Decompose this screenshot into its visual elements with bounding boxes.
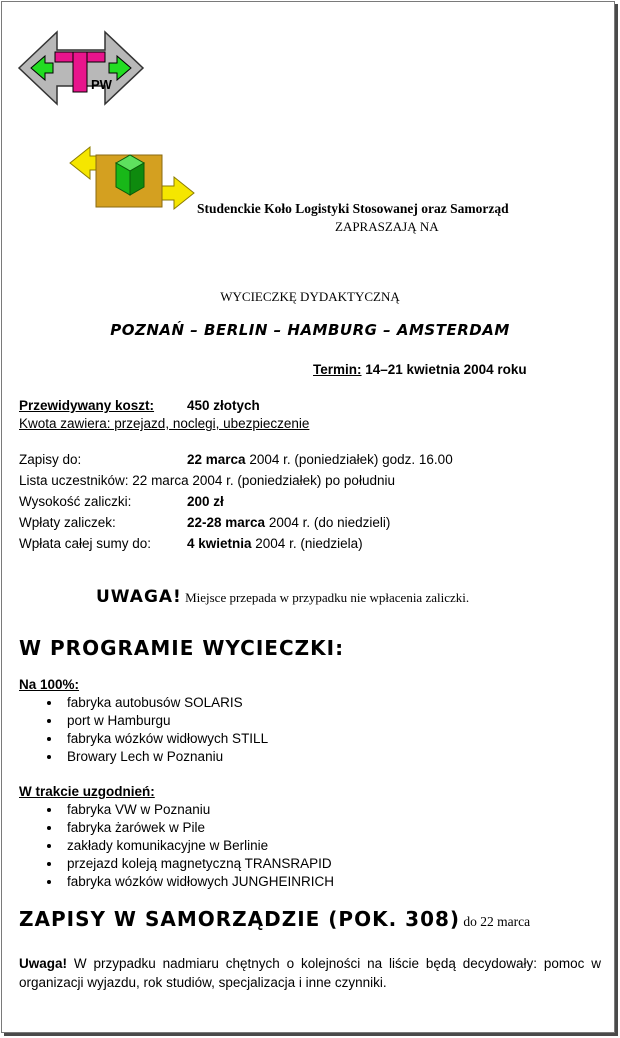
detail-bold: 22 marca — [187, 452, 246, 467]
term-value: 14–21 kwietnia 2004 roku — [361, 362, 527, 377]
list-item: port w Hamburgu — [19, 712, 268, 730]
list-item: fabryka wózków widłowych STILL — [19, 730, 268, 748]
green-cube-icon — [116, 155, 144, 195]
detail-rest: 2004 r. (do niedzieli) — [265, 515, 391, 530]
confirmed-list — [19, 694, 268, 766]
list-item: przejazd koleją magnetyczną TRANSRAPID — [19, 855, 334, 873]
notice-title: UWAGA! — [96, 587, 182, 607]
term-line — [313, 362, 527, 377]
list-item: fabryka żarówek w Pile — [19, 819, 334, 837]
signup-tail: do 22 marca — [460, 914, 531, 929]
detail-row-deposit-amount — [19, 494, 224, 509]
footer-warn-text: W przypadku nadmiaru chętnych o kolejności na liście będą decydowały: pomoc w organizacji wyjazdu, rok studiów, specjalizacja i inne czynniki. — [19, 956, 601, 990]
notice — [96, 587, 469, 607]
cost-value: 450 złotych — [187, 398, 260, 413]
cost-label: Przewidywany koszt: — [19, 398, 155, 413]
confirmed-label: Na 100%: — [19, 677, 80, 692]
tpw-logo — [17, 28, 145, 114]
list-item: zakłady komunikacyjne w Berlinie — [19, 837, 334, 855]
detail-rest: 2004 r. (poniedziałek) godz. 16.00 — [245, 452, 453, 467]
list-item: fabryka wózków widłowych JUNGHEINRICH — [19, 873, 334, 891]
detail-label: Zapisy do: — [19, 452, 82, 467]
detail-bold: 22-28 marca — [187, 515, 266, 530]
program-heading: W PROGRAMIE WYCIECZKI: — [19, 636, 345, 660]
detail-label: Lista uczestników: 22 marca 2004 r. (poniedziałek) po południu — [19, 473, 395, 488]
list-item: fabryka VW w Poznaniu — [19, 801, 334, 819]
detail-row-full-payment — [19, 536, 363, 551]
detail-label: Wysokość zaliczki: — [19, 494, 132, 509]
term-label: Termin: — [313, 362, 362, 377]
route-title: POZNAŃ – BERLIN – HAMBURG – AMSTERDAM — [110, 321, 510, 339]
detail-bold: 200 zł — [187, 494, 224, 509]
cost-includes: Kwota zawiera: przejazd, noclegi, ubezpieczenie — [19, 416, 310, 431]
invite-line: ZAPRASZAJĄ NA — [335, 219, 439, 234]
cost-row — [19, 398, 260, 413]
detail-label: Wpłata całej sumy do: — [19, 536, 152, 551]
event-type: WYCIECZKĘ DYDAKTYCZNĄ — [220, 289, 400, 304]
organizers-line: Studenckie Koło Logistyki Stosowanej oraz Samorząd — [197, 201, 509, 216]
detail-row-deposit-payments — [19, 515, 391, 530]
detail-label: Wpłaty zaliczek: — [19, 515, 116, 530]
pending-label: W trakcie uzgodnień: — [19, 784, 155, 799]
detail-bold: 4 kwietnia — [187, 536, 252, 551]
pending-list — [19, 801, 334, 891]
notice-text: Miejsce przepada w przypadku nie wpłacenia zaliczki. — [181, 590, 470, 605]
tpw-logo-text: PW — [91, 77, 112, 92]
footer-note — [19, 954, 601, 992]
detail-row-participants-list — [19, 473, 395, 488]
detail-row-signup-deadline — [19, 452, 453, 467]
logistics-logo — [68, 143, 198, 213]
list-item: Browary Lech w Poznaniu — [19, 748, 268, 766]
detail-rest: 2004 r. (niedziela) — [251, 536, 363, 551]
signup-line — [19, 907, 530, 931]
list-item: fabryka autobusów SOLARIS — [19, 694, 268, 712]
signup-heading: ZAPISY W SAMORZĄDZIE (POK. 308) — [19, 907, 461, 931]
footer-warn-label: Uwaga! — [19, 956, 68, 971]
